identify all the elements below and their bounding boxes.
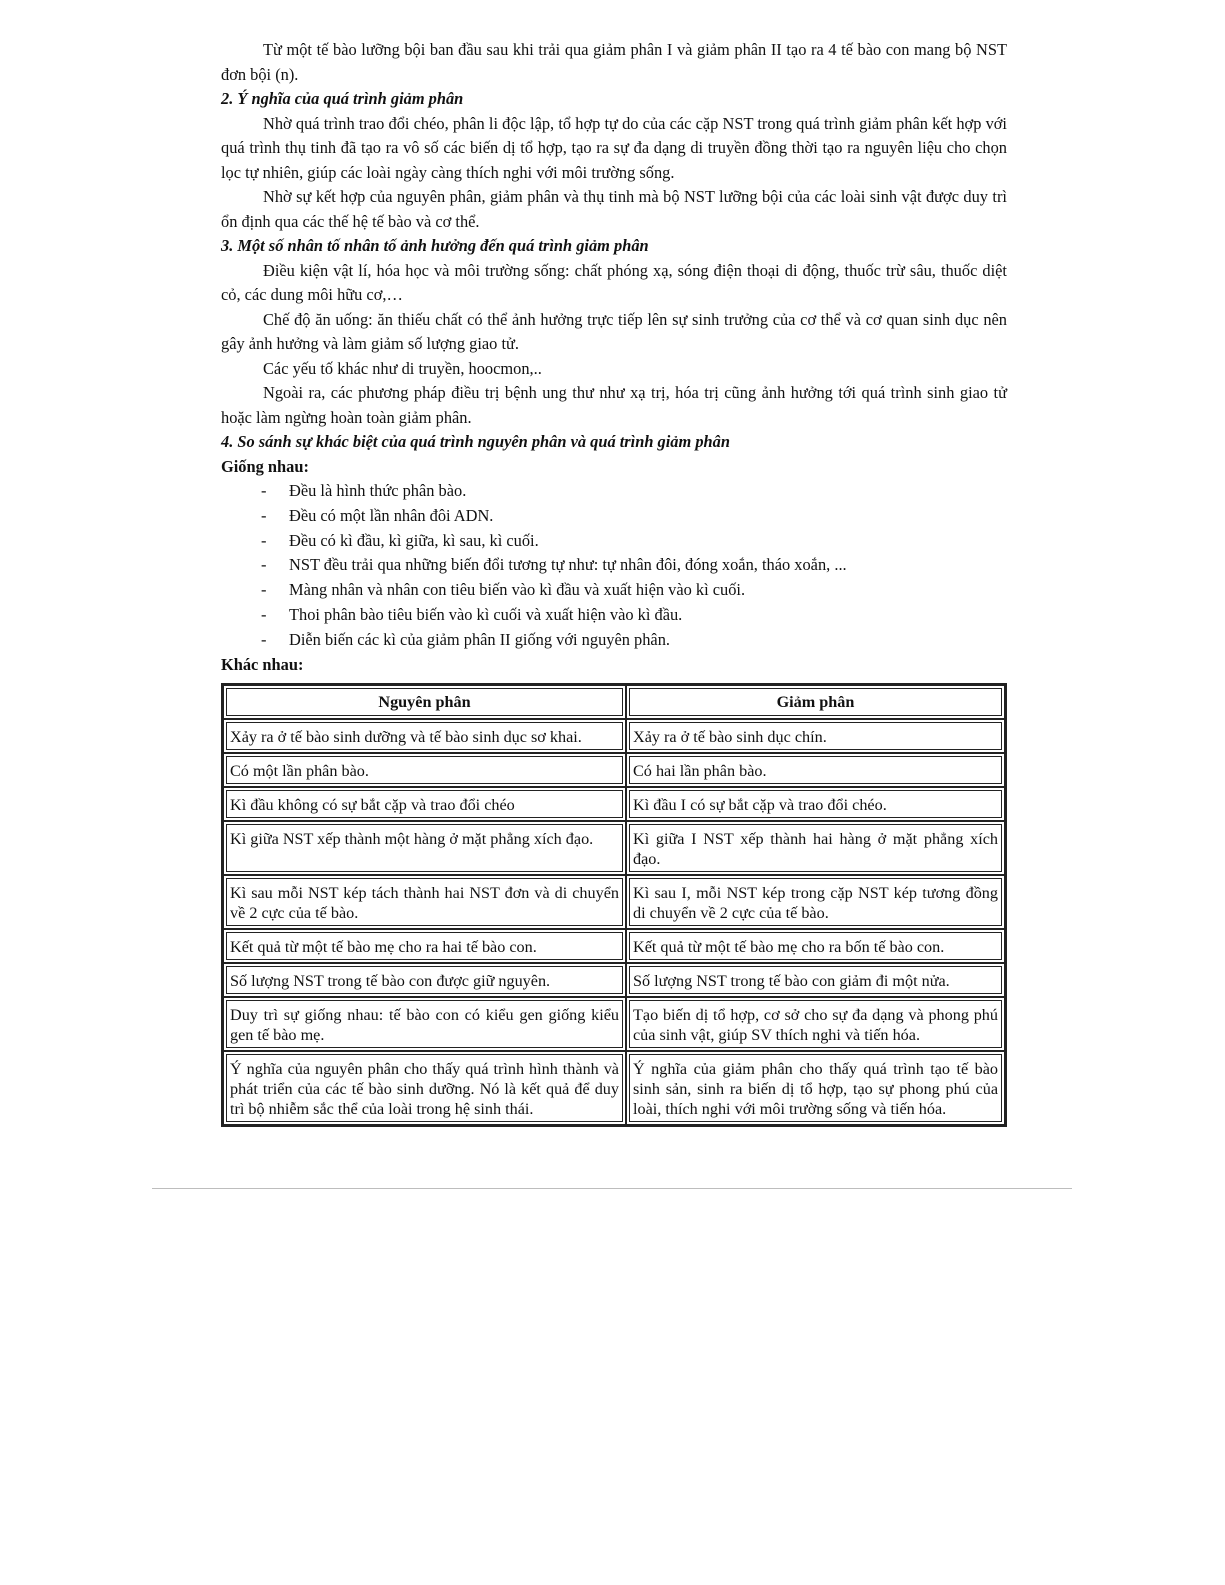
- table-row: [223, 719, 1005, 753]
- list-item: [261, 603, 1007, 628]
- table-cell: Duy trì sự giống nhau: tế bào con có kiểu gen giống kiểu gen tế bào mẹ.: [223, 997, 626, 1051]
- table-cell: Kì sau I, mỗi NST kép trong cặp NST kép tương đồng di chuyển về 2 cực của tế bào.: [626, 875, 1005, 929]
- column-header-meiosis: Giảm phân: [626, 685, 1005, 719]
- list-item: [261, 578, 1007, 603]
- list-item-text: Đều có kì đầu, kì giữa, kì sau, kì cuối.: [289, 530, 539, 550]
- column-header-mitosis: Nguyên phân: [223, 685, 626, 719]
- dash-bullet: -: [261, 481, 267, 500]
- table-header-row: [223, 685, 1005, 719]
- section-2-paragraph: Nhờ sự kết hợp của nguyên phân, giảm phân và thụ tinh mà bộ NST lưỡng bội của các loài sinh vật được duy trì ổn định qua các thế hệ tế bào và cơ thể.: [221, 187, 1007, 231]
- list-item-text: NST đều trải qua những biến đổi tương tự như: tự nhân đôi, đóng xoắn, tháo xoắn, ...: [289, 555, 847, 575]
- list-item: [261, 529, 1007, 554]
- list-item: [261, 479, 1007, 504]
- page-divider: [152, 1188, 1072, 1189]
- table-row: [223, 821, 1005, 875]
- section-4-heading: 4. So sánh sự khác biệt của quá trình nguyên phân và quá trình giảm phân: [221, 432, 730, 451]
- table-cell: Số lượng NST trong tế bào con được giữ nguyên.: [223, 963, 626, 997]
- table-cell: Kì đầu I có sự bắt cặp và trao đổi chéo.: [626, 787, 1005, 821]
- section-2-heading: 2. Ý nghĩa của quá trình giảm phân: [221, 89, 464, 108]
- table-cell: Ý nghĩa của giảm phân cho thấy quá trình tạo tế bào sinh sản, sinh ra biến dị tổ hợp, tạo sự phong phú của loài, thích nghi với môi trường sống và tiến hóa.: [626, 1051, 1005, 1125]
- section-3-heading: 3. Một số nhân tố nhân tố ảnh hưởng đến quá trình giảm phân: [221, 236, 649, 255]
- document-body: [221, 38, 1007, 1127]
- list-item-text: Đều là hình thức phân bào.: [289, 481, 467, 500]
- list-item-text: Thoi phân bào tiêu biến vào kì cuối và xuất hiện vào kì đầu.: [289, 604, 683, 624]
- section-3-paragraph: Ngoài ra, các phương pháp điều trị bệnh ung thư như xạ trị, hóa trị cũng ảnh hưởng tới quá trình sinh giao tử hoặc làm ngừng hoàn toàn giảm phân.: [221, 383, 1007, 427]
- dash-bullet: -: [261, 505, 267, 525]
- table-row: [223, 753, 1005, 787]
- table-cell: Xảy ra ở tế bào sinh dục chín.: [626, 719, 1005, 753]
- table-row: [223, 1051, 1005, 1125]
- table-row: [223, 929, 1005, 963]
- table-row: [223, 997, 1005, 1051]
- list-item: [261, 504, 1007, 529]
- table-cell: Kết quả từ một tế bào mẹ cho ra hai tế bào con.: [223, 929, 626, 963]
- table-cell: Có hai lần phân bào.: [626, 753, 1005, 787]
- table-cell: Kì sau mỗi NST kép tách thành hai NST đơn và di chuyển về 2 cực của tế bào.: [223, 875, 626, 929]
- table-cell: Kì giữa NST xếp thành một hàng ở mặt phẳng xích đạo.: [223, 821, 626, 875]
- table-cell: Tạo biến dị tổ hợp, cơ sở cho sự đa dạng và phong phú của sinh vật, giúp SV thích nghi và tiến hóa.: [626, 997, 1005, 1051]
- table-cell: Số lượng NST trong tế bào con giảm đi một nửa.: [626, 963, 1005, 997]
- list-item: [261, 628, 1007, 653]
- similarities-label: Giống nhau:: [221, 456, 309, 476]
- list-item-text: Diễn biến các kì của giảm phân II giống với nguyên phân.: [289, 629, 670, 649]
- dash-bullet: -: [261, 629, 267, 649]
- differences-label: Khác nhau:: [221, 654, 304, 674]
- dash-bullet: -: [261, 580, 267, 600]
- section-3-paragraph: Chế độ ăn uống: ăn thiếu chất có thể ảnh hưởng trực tiếp lên sự sinh trưởng của cơ thể và cơ quan sinh dục nên gây ảnh hưởng và làm giảm số lượng giao tử.: [221, 309, 1007, 353]
- table-row: [223, 963, 1005, 997]
- table-cell: Kì giữa I NST xếp thành hai hàng ở mặt phẳng xích đạo.: [626, 821, 1005, 875]
- dash-bullet: -: [261, 530, 267, 550]
- section-3-paragraph: Điều kiện vật lí, hóa học và môi trường sống: chất phóng xạ, sóng điện thoại di động, thuốc trừ sâu, thuốc diệt cỏ, các dung môi hữu cơ,…: [221, 260, 1007, 304]
- table-cell: Xảy ra ở tế bào sinh dưỡng và tế bào sinh dục sơ khai.: [223, 719, 626, 753]
- table-cell: Kết quả từ một tế bào mẹ cho ra bốn tế bào con.: [626, 929, 1005, 963]
- table-row: [223, 875, 1005, 929]
- intro-paragraph: Từ một tế bào lưỡng bội ban đầu sau khi trải qua giảm phân I và giảm phân II tạo ra 4 tế bào con mang bộ NST đơn bội (n).: [221, 40, 1007, 84]
- section-2-paragraph: Nhờ quá trình trao đổi chéo, phân li độc lập, tổ hợp tự do của các cặp NST trong quá trình giảm phân kết hợp với quá trình thụ tinh đã tạo ra vô số các biến dị tổ hợp, tạo ra sự đa dạng di truyền đồng thời tạo ra nguyên liệu cho chọn lọc tự nhiên, giúp các loài ngày càng thích nghi với môi trường sống.: [221, 113, 1007, 182]
- table-cell: Có một lần phân bào.: [223, 753, 626, 787]
- list-item: [261, 553, 1007, 578]
- comparison-table: [221, 683, 1007, 1127]
- list-item-text: Đều có một lần nhân đôi ADN.: [289, 505, 494, 525]
- table-cell: Kì đầu không có sự bắt cặp và trao đổi chéo: [223, 787, 626, 821]
- dash-bullet: -: [261, 604, 267, 624]
- table-row: [223, 787, 1005, 821]
- list-item-text: Màng nhân và nhân con tiêu biến vào kì đầu và xuất hiện vào kì cuối.: [289, 580, 746, 600]
- similarities-list: [221, 479, 1007, 653]
- table-cell: Ý nghĩa của nguyên phân cho thấy quá trình hình thành và phát triển của các tế bào sinh dưỡng. Nó là kết quả để duy trì bộ nhiễm sắc thể của loài trong hệ sinh thái.: [223, 1051, 626, 1125]
- section-3-paragraph: Các yếu tố khác như di truyền, hoocmon,..: [263, 358, 542, 378]
- dash-bullet: -: [261, 555, 267, 575]
